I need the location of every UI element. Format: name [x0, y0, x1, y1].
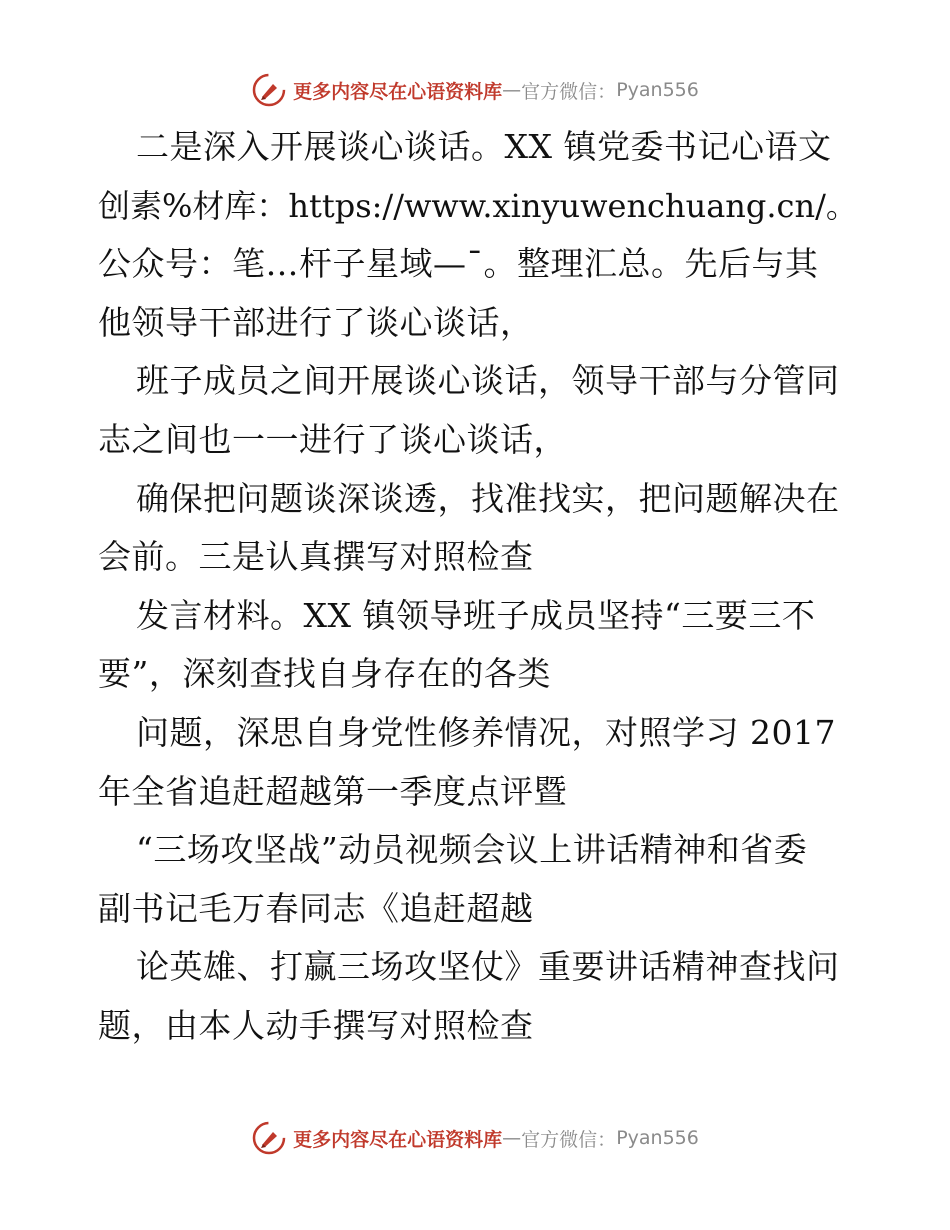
text-line: 论英雄、打赢三场攻坚仗》重要讲话精神查找问 [136, 947, 840, 987]
text-line: 确保把问题谈深谈透，找准找实，把问题解决在 [136, 478, 840, 518]
text-line: 班子成员之间开展谈心谈话，领导干部与分管同 [136, 361, 840, 401]
text-line: 会前。三是认真撰写对照检查 [98, 537, 534, 577]
document-body [98, 118, 858, 1056]
text-line: 问题，深思自身党性修养情况，对照学习 2017 [136, 712, 836, 752]
official-label: 官方微信： [521, 1128, 617, 1151]
official-label: 官方微信： [521, 80, 617, 103]
text-line: “三场攻坚战”动员视频会议上讲话精神和省委 [136, 830, 808, 870]
text-line: 他领导干部进行了谈心谈话， [98, 302, 534, 342]
text-line: 副书记毛万春同志《追赶超越 [98, 888, 534, 928]
text-line: 二是深入开展谈心谈话。XX 镇党委书记心语文 [136, 127, 832, 166]
pen-nib-icon [251, 1120, 287, 1156]
brand-text: 更多内容尽在心语资料库 [293, 1128, 503, 1151]
text-line: 年全省追赶超越第一季度点评暨 [98, 771, 567, 811]
banner-dash: — [502, 1127, 522, 1149]
banner-text [293, 77, 699, 104]
banner-dash: — [502, 79, 522, 101]
wechat-id: Pyan556 [616, 1127, 699, 1149]
footer-banner [0, 1118, 950, 1158]
text-line: 题，由本人动手撰写对照检查 [98, 1005, 534, 1045]
pen-nib-icon [251, 72, 287, 108]
wechat-id: Pyan556 [616, 79, 699, 101]
banner-text [293, 1125, 699, 1152]
text-line: 公众号：笔…杆子星域—¯。整理汇总。先后与其 [98, 244, 819, 284]
text-line: 创素%材库：https://www.xinyuwenchuang.cn/。 [98, 186, 858, 225]
brand-text: 更多内容尽在心语资料库 [293, 80, 503, 103]
text-line: 发言材料。XX 镇领导班子成员坚持“三要三不 [136, 595, 816, 635]
text-line: 要”，深刻查找自身存在的各类 [98, 654, 551, 694]
text-line: 志之间也一一进行了谈心谈话， [98, 419, 567, 459]
header-banner [0, 70, 950, 110]
